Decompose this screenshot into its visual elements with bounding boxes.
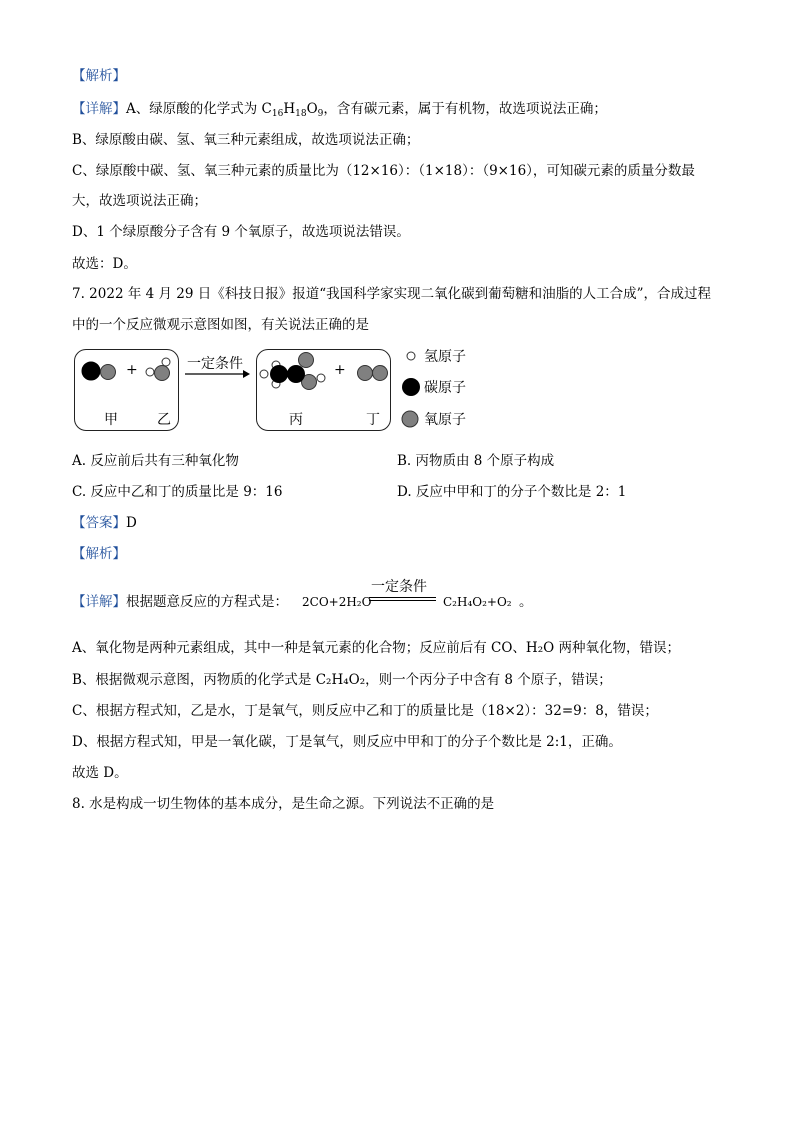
q7-detail-tag: 【详解】 xyxy=(72,594,126,610)
q6-detail-a-text: O xyxy=(306,101,318,117)
carbon-atom xyxy=(82,362,100,380)
subscript: 18 xyxy=(295,109,307,119)
q7-detail-equation xyxy=(72,592,288,612)
equation-bar-top xyxy=(369,597,436,598)
oxygen-atom xyxy=(299,353,314,368)
oxygen-atom xyxy=(155,366,170,381)
hydrogen-atom xyxy=(146,368,154,376)
carbon-atom xyxy=(270,365,288,383)
equation-left: 2CO+2H₂O xyxy=(302,595,372,609)
equation-condition: 一定条件 xyxy=(371,579,427,595)
q7-stem-line1: 7. 2022 年 4 月 29 日《科技日报》报道“我国科学家实现二氧化碳到葡萄糖和油脂的人工合成”，合成过程 xyxy=(72,286,712,302)
q7-stem-line2: 中的一个反应微观示意图如图，有关说法正确的是 xyxy=(72,317,369,333)
legend-oxygen-label: 氧原子 xyxy=(424,412,466,428)
legend-carbon-label: 碳原子 xyxy=(424,380,466,396)
q6-analysis-tag: 【解析】 xyxy=(72,68,126,84)
oxygen-atom xyxy=(373,366,388,381)
subscript: 16 xyxy=(271,109,284,119)
q6-detail-a-text: H xyxy=(283,101,296,117)
legend-carbon-icon xyxy=(402,378,420,396)
q6-detail-a-text: ，含有碳元素，属于有机物，故选项说法正确； xyxy=(323,101,607,117)
q6-detail-a-text: A、绿原酸的化学式为 C xyxy=(126,101,272,117)
arrow-head xyxy=(243,370,250,378)
label-yi: 乙 xyxy=(157,412,171,428)
answer-tag: 【答案】 xyxy=(72,515,126,531)
answer-value: D xyxy=(126,515,137,531)
q6-detail-c2: 大，故选项说法正确； xyxy=(72,193,207,209)
equation-bar-bottom xyxy=(369,600,436,601)
q6-choose: 故选：D。 xyxy=(72,256,137,272)
plus-sign: + xyxy=(126,362,138,378)
hydrogen-atom xyxy=(317,374,325,382)
oxygen-atom xyxy=(358,366,373,381)
reaction-condition: 一定条件 xyxy=(187,356,243,372)
plus-sign: + xyxy=(334,362,346,378)
hydrogen-atom xyxy=(162,358,170,366)
q7-analysis-tag: 【解析】 xyxy=(72,546,126,562)
q7-option-b: B. 丙物质由 8 个原子构成 xyxy=(397,453,555,469)
equation-right: C₂H₄O₂+O₂ xyxy=(443,595,512,609)
q8-stem: 8. 水是构成一切生物体的基本成分，是生命之源。下列说法不正确的是 xyxy=(72,796,495,812)
legend-hydrogen-icon xyxy=(407,352,415,360)
q6-detail-c1: C、绿原酸中碳、氢、氧三种元素的质量比为（12×16）：（1×18）：（9×16），可知碳元素的质量分数最 xyxy=(72,163,695,179)
carbon-atom xyxy=(287,365,305,383)
oxygen-atom xyxy=(101,365,116,380)
label-jia: 甲 xyxy=(104,412,118,428)
q7-detail-a: A、氧化物是两种元素组成，其中一种是氧元素的化合物；反应前后有 CO、H₂O 两种氧化物，错误； xyxy=(72,640,680,656)
legend-oxygen-icon xyxy=(402,411,418,427)
q7-choose: 故选 D。 xyxy=(72,765,128,781)
subscript: 9 xyxy=(317,109,324,119)
equation-end: 。 xyxy=(519,594,533,610)
q6-detail-tag: 【详解】 xyxy=(72,101,126,117)
diagram-svg xyxy=(0,0,794,450)
q7-detail-d: D、根据方程式知，甲是一氧化碳，丁是氧气，则反应中甲和丁的分子个数比是 2:1，正确。 xyxy=(72,734,622,750)
q7-option-c: C. 反应中乙和丁的质量比是 9：16 xyxy=(72,484,283,500)
q6-detail-b: B、绿原酸由碳、氢、氧三种元素组成，故选项说法正确； xyxy=(72,132,420,148)
label-ding: 丁 xyxy=(366,412,380,428)
q7-detail-text: 根据题意反应的方程式是： xyxy=(126,594,288,610)
q7-detail-c: C、根据方程式知，乙是水，丁是氧气，则反应中乙和丁的质量比是（18×2）：32=9：8，错误； xyxy=(72,703,658,719)
q7-answer xyxy=(72,513,137,533)
q7-option-d: D. 反应中甲和丁的分子个数比是 2：1 xyxy=(397,484,627,500)
hydrogen-atom xyxy=(260,370,268,378)
legend-hydrogen-label: 氢原子 xyxy=(424,349,466,365)
q7-detail-b: B、根据微观示意图，丙物质的化学式是 C₂H₄O₂，则一个丙分子中含有 8 个原子，错误； xyxy=(72,672,612,688)
q6-detail-d: D、1 个绿原酸分子含有 9 个氧原子，故选项说法错误。 xyxy=(72,224,410,240)
q7-option-a: A. 反应前后共有三种氧化物 xyxy=(72,453,239,469)
label-bing: 丙 xyxy=(289,412,303,428)
